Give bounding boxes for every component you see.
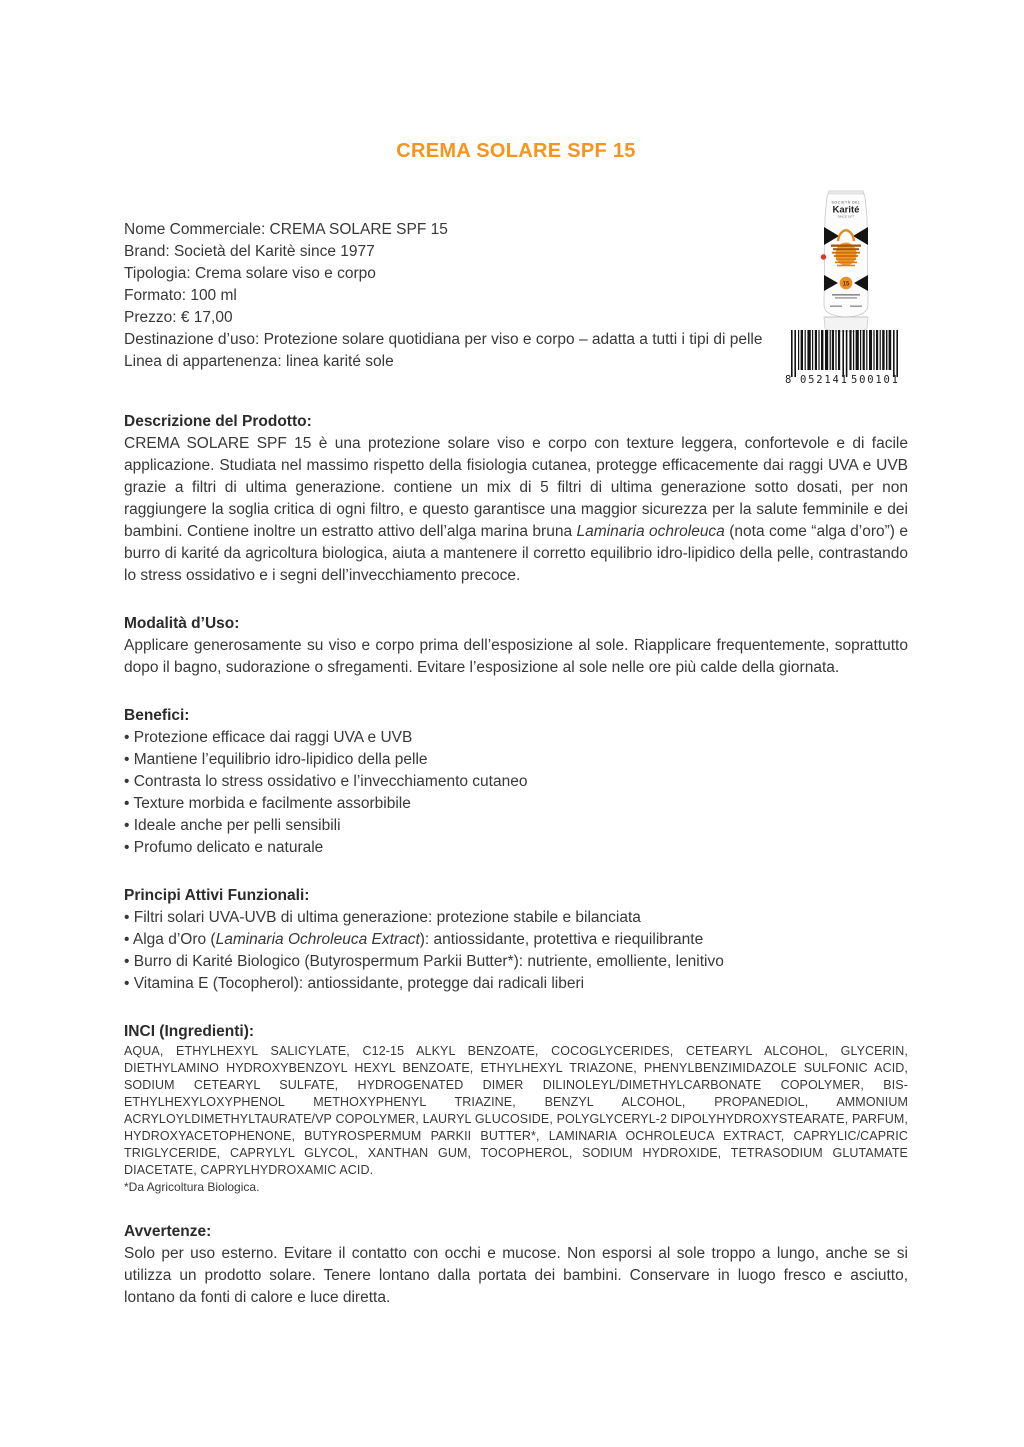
principi-item-2-latin-name: Laminaria Ochroleuca Extract — [215, 931, 420, 948]
spf15-badge-number: 15 — [842, 281, 850, 288]
modalita-body: Applicare generosamente su viso e corpo prima dell’esposizione al sole. Riapplicare frequentemente, soprattutto dopo il bagno, sudorazione o sfregamenti. Evitare l’esposizione al sole nelle ore più calde della giornata. — [124, 637, 908, 676]
size-text-line — [830, 306, 842, 307]
label-line — [831, 245, 861, 247]
info-line-nome-commerciale: Nome Commerciale: CREMA SOLARE SPF 15 — [124, 221, 448, 238]
descrizione-text-run-2: (nota come “alga d’oro”) e burro di karité da agricoltura biologica, aiuta a mantenere il corretto equilibrio idro-lipidico della pelle, contrastando lo stress ossidativo e i segni dell’invecchiamento precoce. — [124, 523, 909, 584]
karite-wordmark-sub: SINCE 1977 — [837, 214, 855, 219]
tube-crimp — [829, 191, 864, 194]
benefici-item-4: • Texture morbida e facilmente assorbibile — [124, 795, 411, 812]
label-line — [832, 252, 860, 254]
principi-item-4: • Vitamina E (Tocopherol): antiossidante, protegge dai radicali liberi — [124, 975, 585, 992]
small-text-line — [832, 294, 860, 296]
barcode-digits — [785, 374, 900, 385]
label-line — [837, 265, 855, 267]
principi-item-2-run-2: ): antiossidante, protettiva e riequilibrante — [419, 931, 704, 948]
red-dot — [821, 254, 826, 259]
section-principi-attivi — [124, 885, 908, 995]
info-line-formato: Formato: 100 ml — [124, 287, 237, 304]
section-avvertenze — [124, 1221, 908, 1309]
inci-organic-note: *Da Agricoltura Biologica. — [124, 1180, 260, 1194]
descrizione-heading: Descrizione del Prodotto: — [124, 413, 312, 430]
label-line — [833, 248, 859, 250]
barcode — [785, 328, 907, 385]
label-line — [835, 262, 857, 264]
info-line-destinazione: Destinazione d’uso: Protezione solare quotidiana per viso e corpo – adatta a tutti i tipi di pelle — [124, 331, 763, 348]
benefici-item-6: • Profumo delicato e naturale — [124, 839, 324, 856]
label-line — [836, 258, 856, 260]
info-line-tipologia: Tipologia: Crema solare viso e corpo — [124, 265, 376, 282]
section-benefici — [124, 705, 908, 859]
barcode-bars — [791, 330, 898, 377]
barcode-digit-left: 8 — [785, 374, 792, 385]
avvertenze-body: Solo per uso esterno. Evitare il contatto con occhi e mucose. Non esporsi al sole troppo a lungo, anche se si utilizza un prodotto solare. Tenere lontano dalla portata dei bambini. Conservare in luogo fresco e asciutto, lontano da fonti di calore e luce diretta. — [124, 1245, 908, 1306]
benefici-heading: Benefici: — [124, 707, 190, 724]
product-photo — [802, 187, 890, 332]
benefici-item-2: • Mantiene l’equilibrio idro-lipidico della pelle — [124, 751, 428, 768]
barcode-group-1: 052141 — [800, 374, 849, 385]
principi-item-2 — [124, 929, 908, 951]
benefici-item-5: • Ideale anche per pelli sensibili — [124, 817, 341, 834]
karite-wordmark: Karité — [832, 204, 860, 216]
product-info-block — [124, 219, 764, 385]
inci-ingredients: AQUA, ETHYLHEXYL SALICYLATE, C12-15 ALKYL BENZOATE, COCOGLYCERIDES, CETEARYL ALCOHOL, GLYCERIN, DIETHYLAMINO HYDROXYBENZOYL HEXYL BENZOATE, ETHYLHEXYL TRIAZONE, PHENYLBENZIMIDAZOLE SULFONIC ACID, SODIUM CETEARYL SULFATE, HYDROGENATED DIMER DILINOLEYL/DIMETHYLCARBONATE COPOLYMER, BIS-ETHYLHEXYLOXYPHENOL METHOXYPHENYL TRIAZINE, BENZYL ALCOHOL, PROPANEDIOL, AMMONIUM ACRYLOYLDIMETHYLTAURATE/VP COPOLYMER, LAURYL GLUCOSIDE, POLYGLYCERYL-2 DIPOLYHYDROXYSTEARATE, PARFUM, HYDROXYACETOPHENONE, BUTYROSPERMUM PARKII BUTTER*, LAMINARIA OCHROLEUCA EXTRACT, CAPRYLIC/CAPRIC TRIGLYCERIDE, CAPRYLYL GLYCOL, XANTHAN GUM, TOCOPHEROL, SODIUM HYDROXIDE, TETRASODIUM GLUTAMATE DIACETATE, CAPRYLHYDROXAMIC ACID. — [124, 1044, 908, 1177]
principi-item-1: • Filtri solari UVA-UVB di ultima generazione: protezione stabile e bilanciata — [124, 909, 641, 926]
section-inci — [124, 1021, 908, 1195]
benefici-item-3: • Contrasta lo stress ossidativo e l’invecchiamento cutaneo — [124, 773, 528, 790]
label-line — [834, 255, 858, 257]
descrizione-body — [124, 433, 908, 587]
top-row — [124, 200, 908, 385]
principi-item-2-run-1: • Alga d’Oro ( — [124, 931, 216, 948]
barcode-image — [785, 328, 907, 385]
info-line-brand: Brand: Società del Karitè since 1977 — [124, 243, 375, 260]
info-line-prezzo: Prezzo: € 17,00 — [124, 309, 233, 326]
small-text-line — [835, 297, 857, 298]
descrizione-text-run-1: CREMA SOLARE SPF 15 è una protezione solare viso e corpo con texture leggera, confortevole e di facile applicazione. Studiata nel massimo rispetto della fisiologia cutanea, protegge efficacemente dai raggi UVA e UVB grazie a filtri di ultima generazione. contiene un mix di 5 filtri di ultima generazione sotto dosati, per non raggiungere la soglia critica di ogni filtro, e questo garantisce una maggior sicurezza per la salute femminile e dei bambini. Contiene inoltre un estratto attivo dell’alga marina bruna — [124, 435, 908, 540]
inci-heading: INCI (Ingredienti): — [124, 1023, 255, 1040]
principi-heading: Principi Attivi Funzionali: — [124, 887, 310, 904]
karite-wordmark-top: SOCIETÀ DEL — [831, 200, 861, 205]
barcode-group-2: 500101 — [851, 374, 900, 385]
section-descrizione — [124, 411, 908, 587]
principi-item-3: • Burro di Karité Biologico (Butyrospermum Parkii Butter*): nutriente, emolliente, lenitivo — [124, 953, 724, 970]
descrizione-latin-name: Laminaria ochroleuca — [576, 523, 725, 540]
product-visual-column — [784, 187, 908, 385]
section-modalita-duso — [124, 613, 908, 679]
avvertenze-heading: Avvertenze: — [124, 1223, 212, 1240]
info-line-linea: Linea di appartenenza: linea karité sole — [124, 353, 394, 370]
modalita-heading: Modalità d’Uso: — [124, 615, 240, 632]
size-text-line — [850, 306, 862, 307]
benefici-item-1: • Protezione efficace dai raggi UVA e UVB — [124, 729, 413, 746]
page-title: CREMA SOLARE SPF 15 — [396, 140, 636, 162]
product-tube-image — [802, 187, 890, 332]
